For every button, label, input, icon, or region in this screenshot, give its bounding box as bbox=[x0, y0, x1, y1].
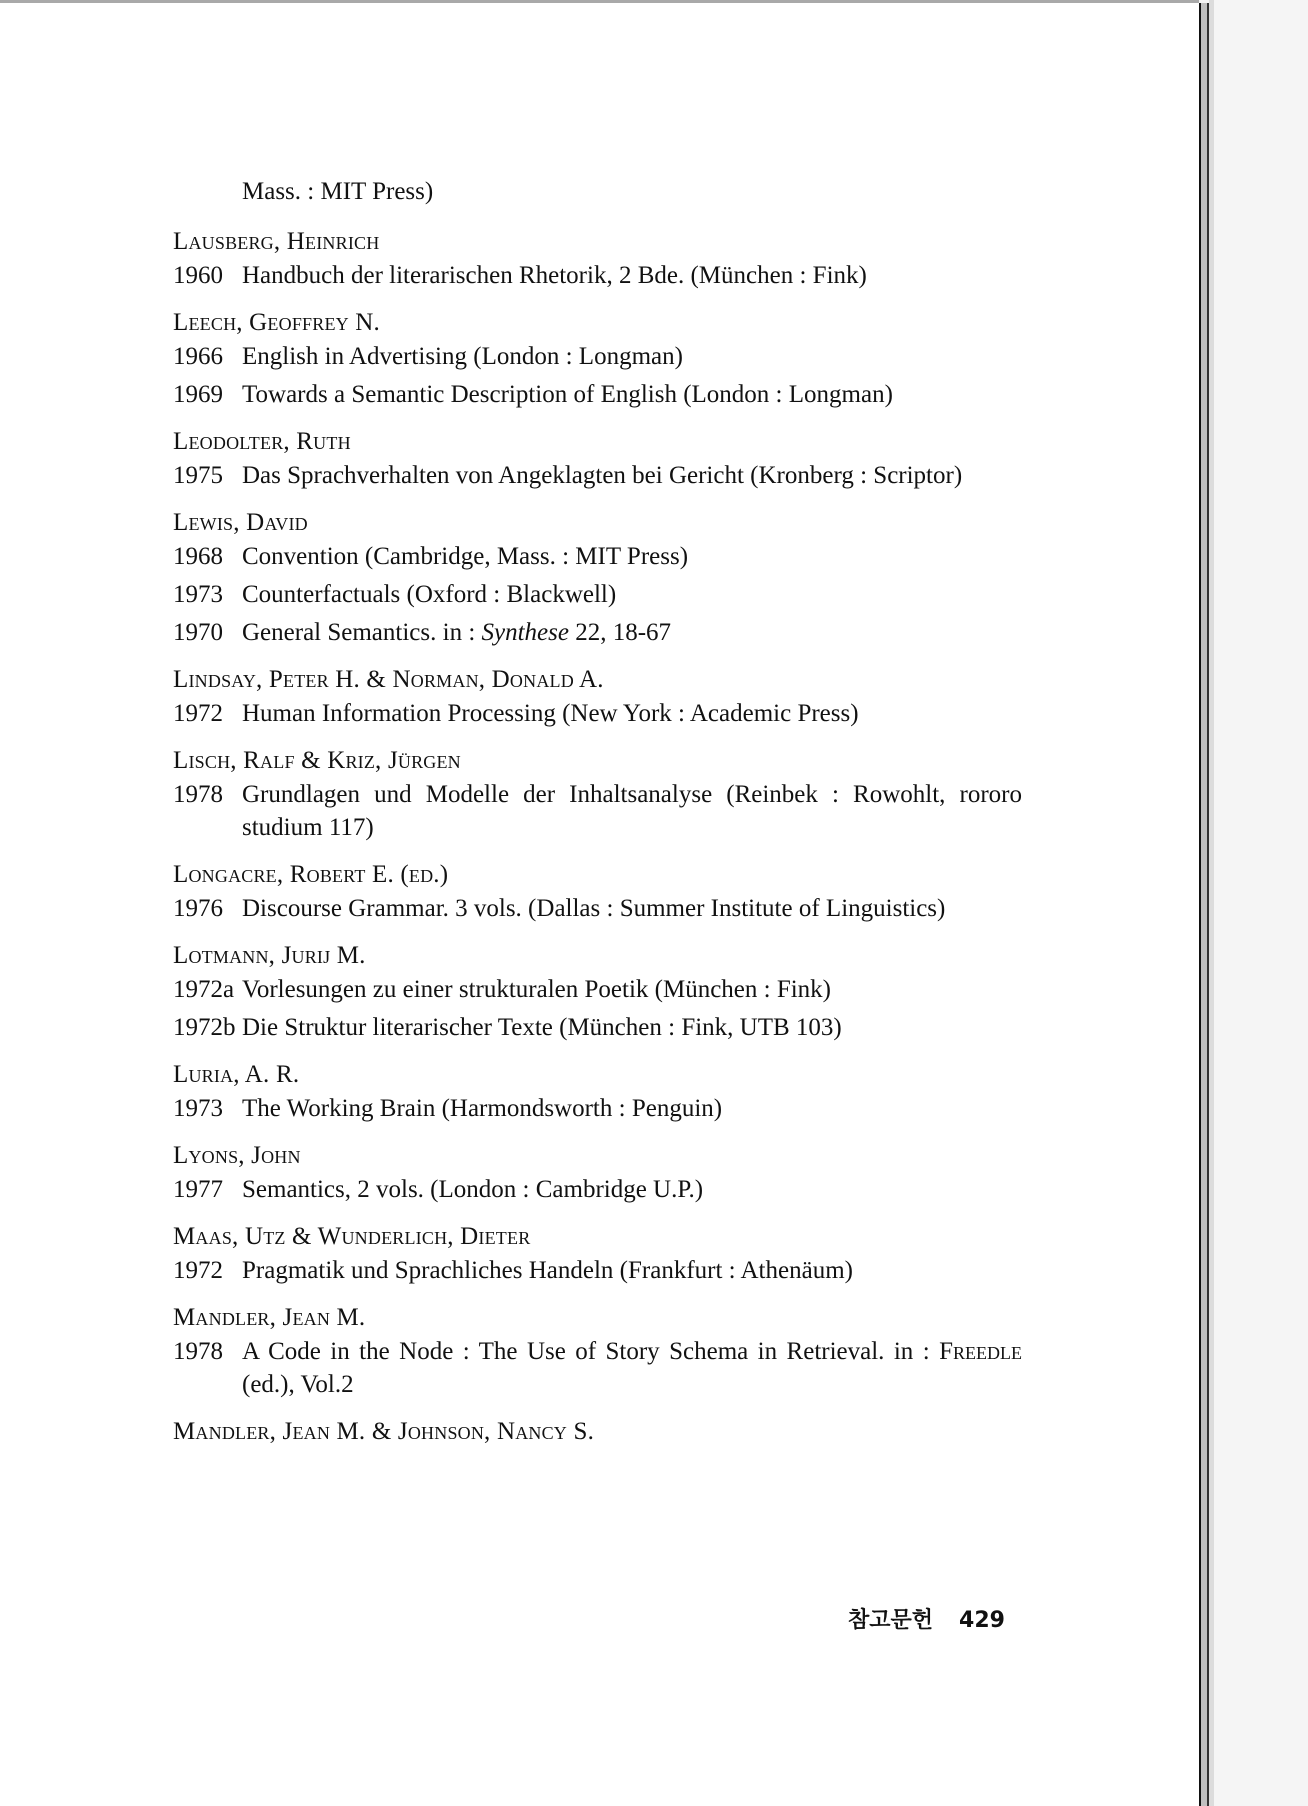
work-title bbox=[242, 973, 1022, 1006]
page-footer bbox=[848, 1603, 1005, 1634]
title-segment: Die Struktur literarischer Texte (München : Fink, UTB 103) bbox=[242, 1014, 842, 1041]
title-segment: 22, 18-67 bbox=[568, 619, 672, 646]
entry-work bbox=[173, 340, 1033, 373]
entry-work bbox=[173, 697, 1033, 730]
page-number: 429 bbox=[959, 1608, 1005, 1633]
work-year: 1972b bbox=[173, 1014, 236, 1041]
title-segment: Synthese bbox=[481, 619, 569, 646]
title-segment: Semantics, 2 vols. (London : Cambridge U.P.) bbox=[242, 1176, 704, 1203]
bib-entry bbox=[173, 1058, 1033, 1125]
work-year: 1966 bbox=[173, 343, 223, 370]
bib-entry bbox=[173, 858, 1033, 925]
bib-entry bbox=[173, 744, 1033, 844]
entry-work bbox=[173, 1254, 1033, 1287]
work-year: 1972 bbox=[173, 700, 223, 727]
entry-author: Lindsay, Peter H. & Norman, Donald A. bbox=[173, 666, 604, 693]
entry-author: Lisch, Ralf & Kriz, Jürgen bbox=[173, 747, 461, 774]
bib-entry bbox=[173, 663, 1033, 730]
bib-entry bbox=[173, 1301, 1033, 1401]
work-title bbox=[242, 697, 1022, 730]
work-title bbox=[242, 578, 1022, 611]
entry-work bbox=[173, 578, 1033, 611]
title-segment: Pragmatik und Sprachliches Handeln (Frankfurt : Athenäum) bbox=[242, 1257, 853, 1284]
title-segment: A Code in the Node : The Use of Story Schema in Retrieval. in : bbox=[242, 1338, 940, 1365]
work-title bbox=[242, 1335, 1022, 1401]
title-segment: (ed.), Vol.2 bbox=[242, 1371, 354, 1398]
entry-author: Lotmann, Jurij M. bbox=[173, 942, 366, 969]
title-segment: Handbuch der literarischen Rhetorik, 2 Bde. (München : Fink) bbox=[242, 262, 867, 289]
entry-work bbox=[173, 778, 1033, 844]
entry-author: Leech, Geoffrey N. bbox=[173, 309, 380, 336]
work-year: 1972 bbox=[173, 1257, 223, 1284]
entry-work bbox=[173, 459, 1033, 492]
title-segment: The Working Brain (Harmondsworth : Penguin) bbox=[242, 1095, 723, 1122]
work-year: 1978 bbox=[173, 1338, 223, 1365]
work-year: 1960 bbox=[173, 262, 223, 289]
work-title bbox=[242, 459, 1022, 492]
bib-entry bbox=[173, 506, 1033, 649]
bib-entry bbox=[173, 939, 1033, 1044]
entry-author: Longacre, Robert E. (ed.) bbox=[173, 861, 449, 888]
continuation-line: Mass. : MIT Press) bbox=[242, 178, 434, 205]
bib-entry bbox=[173, 225, 1033, 292]
title-segment: Counterfactuals (Oxford : Blackwell) bbox=[242, 581, 617, 608]
page-shadow bbox=[1209, 0, 1214, 1806]
bib-entry bbox=[173, 306, 1033, 411]
entry-work bbox=[173, 1335, 1033, 1401]
title-segment: Das Sprachverhalten von Angeklagten bei Gericht (Kronberg : Scriptor) bbox=[242, 462, 963, 489]
title-segment: Discourse Grammar. 3 vols. (Dallas : Summer Institute of Linguistics) bbox=[242, 895, 946, 922]
work-title bbox=[242, 1254, 1022, 1287]
bibliography bbox=[173, 173, 1033, 1449]
work-title bbox=[242, 778, 1022, 844]
work-title bbox=[242, 259, 1022, 292]
entry-work bbox=[173, 1173, 1033, 1206]
work-title bbox=[242, 378, 1022, 411]
entry-work bbox=[173, 616, 1033, 649]
work-title bbox=[242, 892, 1022, 925]
work-title bbox=[242, 616, 1022, 649]
entry-author: Lyons, John bbox=[173, 1142, 301, 1169]
work-title bbox=[242, 1011, 1022, 1044]
entry-work bbox=[173, 892, 1033, 925]
work-year: 1973 bbox=[173, 581, 223, 608]
work-year: 1970 bbox=[173, 619, 223, 646]
title-segment: Freedle bbox=[939, 1338, 1022, 1365]
entry-work bbox=[173, 973, 1033, 1006]
work-year: 1973 bbox=[173, 1095, 223, 1122]
work-year: 1972a bbox=[173, 976, 235, 1003]
work-year: 1975 bbox=[173, 462, 223, 489]
title-segment: Human Information Processing (New York : Academic Press) bbox=[242, 700, 859, 727]
work-title bbox=[242, 1092, 1022, 1125]
bib-entry bbox=[173, 1139, 1033, 1206]
entry-author: Leodolter, Ruth bbox=[173, 428, 351, 455]
title-segment: Grundlagen und Modelle der Inhaltsanalyse (Reinbek : Rowohlt, rororo studium 117) bbox=[242, 781, 1022, 841]
bib-entry bbox=[173, 1415, 1033, 1449]
entry-work bbox=[173, 259, 1033, 292]
work-title bbox=[242, 340, 1022, 373]
entry-work bbox=[173, 378, 1033, 411]
work-year: 1978 bbox=[173, 781, 223, 808]
entry-author: Mandler, Jean M. & Johnson, Nancy S. bbox=[173, 1418, 595, 1445]
section-title: 참고문헌 bbox=[848, 1608, 934, 1633]
title-segment: Vorlesungen zu einer strukturalen Poetik (München : Fink) bbox=[242, 976, 832, 1003]
work-year: 1976 bbox=[173, 895, 223, 922]
bib-entry bbox=[173, 425, 1033, 492]
work-year: 1968 bbox=[173, 543, 223, 570]
work-year: 1977 bbox=[173, 1176, 223, 1203]
title-segment: Towards a Semantic Description of English (London : Longman) bbox=[242, 381, 893, 408]
work-year: 1969 bbox=[173, 381, 223, 408]
work-title bbox=[242, 1173, 1022, 1206]
entry-author: Luria, A. R. bbox=[173, 1061, 300, 1088]
work-title bbox=[242, 540, 1022, 573]
entry-author: Lausberg, Heinrich bbox=[173, 228, 380, 255]
page-edge bbox=[1199, 3, 1209, 1806]
title-segment: English in Advertising (London : Longman) bbox=[242, 343, 683, 370]
entry-author: Lewis, David bbox=[173, 509, 308, 536]
bib-entry bbox=[173, 1220, 1033, 1287]
entry-work bbox=[173, 540, 1033, 573]
entry-author: Mandler, Jean M. bbox=[173, 1304, 366, 1331]
entry-work bbox=[173, 1011, 1033, 1044]
title-segment: General Semantics. in : bbox=[242, 619, 482, 646]
entry-author: Maas, Utz & Wunderlich, Dieter bbox=[173, 1223, 531, 1250]
title-segment: Convention (Cambridge, Mass. : MIT Press) bbox=[242, 543, 689, 570]
entry-work bbox=[173, 1092, 1033, 1125]
